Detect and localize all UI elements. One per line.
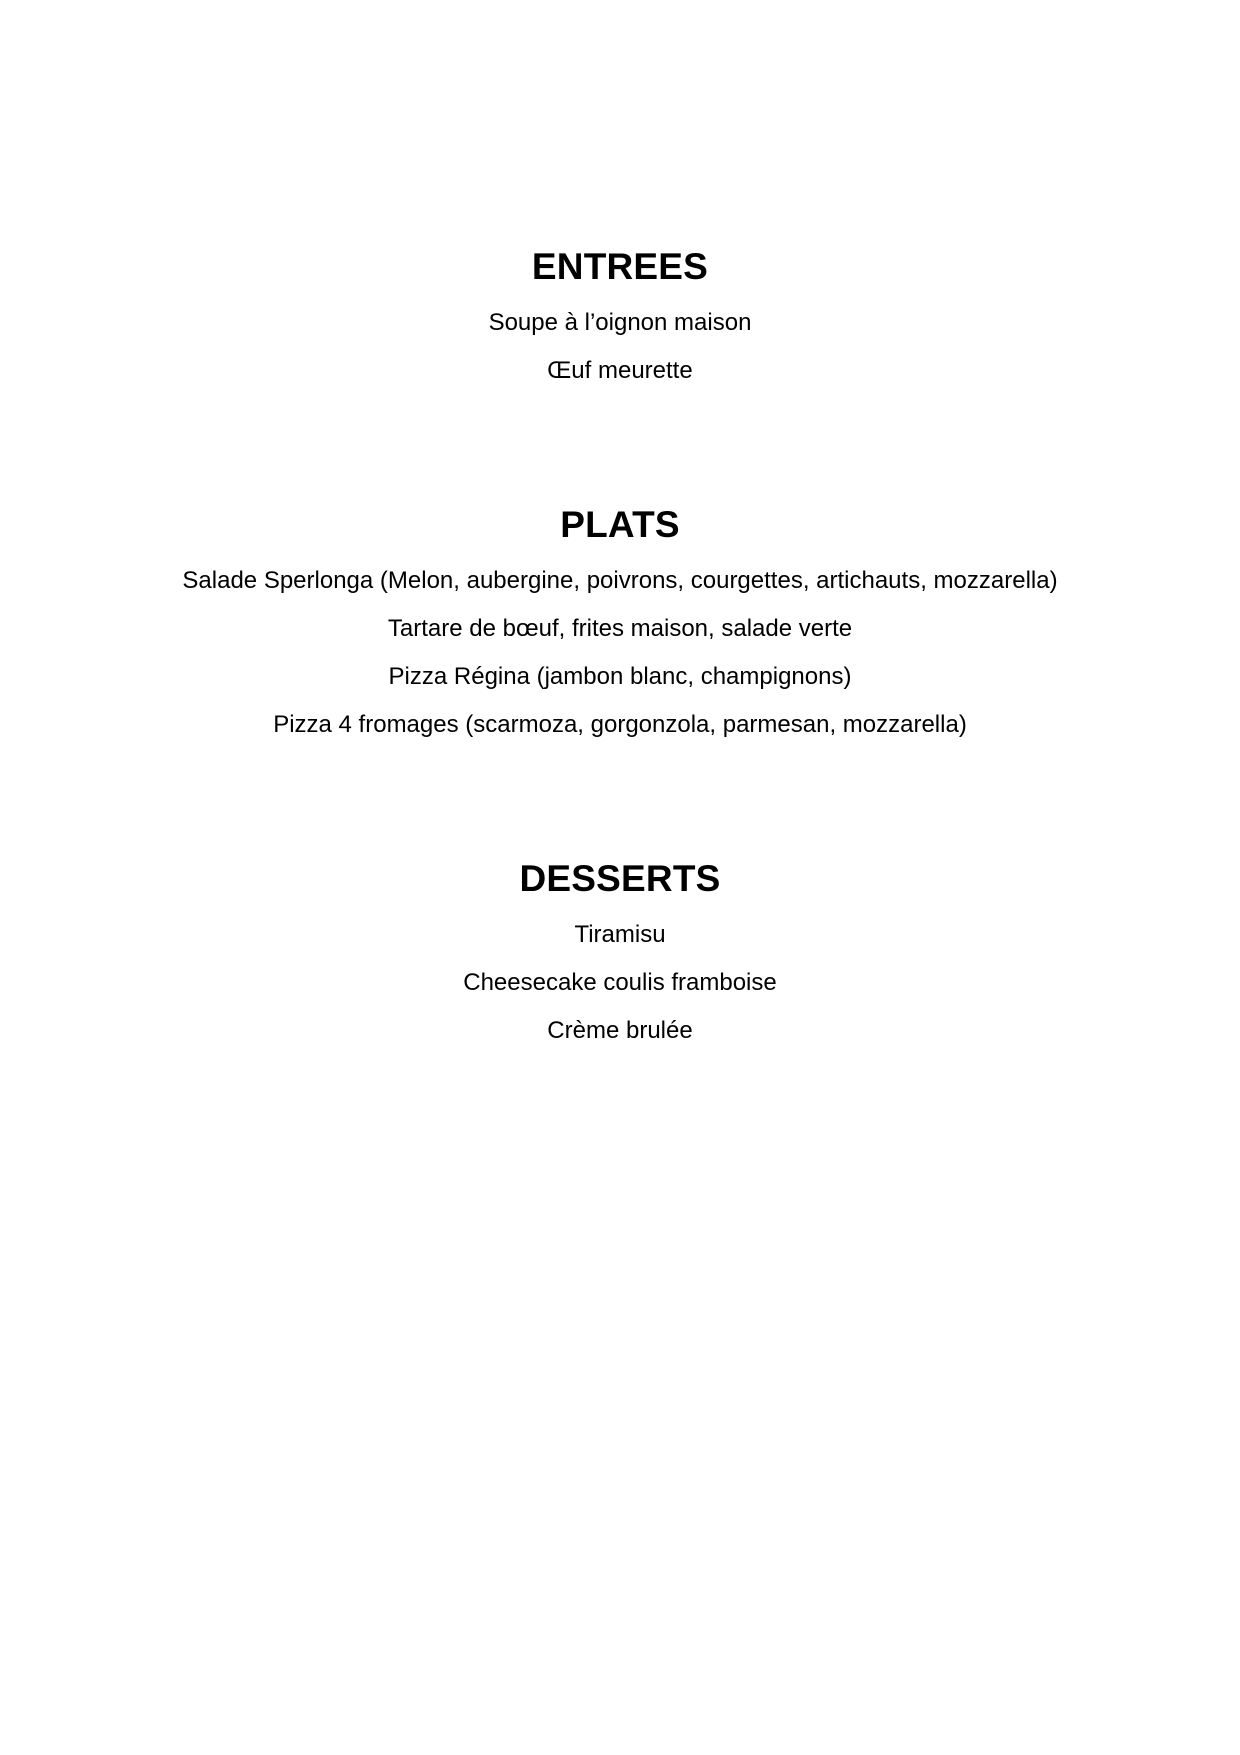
section-title-entrees: ENTREES	[531, 246, 709, 287]
menu-item: Crème brulée	[547, 1017, 693, 1044]
menu-item: Pizza Régina (jambon blanc, champignons)	[388, 663, 852, 690]
section-desserts	[0, 857, 1240, 1055]
menu-item: Tartare de bœuf, frites maison, salade verte	[387, 615, 853, 642]
menu-item: Salade Sperlonga (Melon, aubergine, poivrons, courgettes, artichauts, mozzarella)	[182, 567, 1058, 594]
section-plats	[0, 503, 1240, 749]
section-title-plats: PLATS	[560, 504, 680, 545]
section-title-desserts: DESSERTS	[519, 858, 721, 899]
menu-item: Tiramisu	[574, 921, 666, 948]
section-entrees	[0, 245, 1240, 395]
menu-item: Œuf meurette	[547, 357, 693, 384]
menu-item: Cheesecake coulis framboise	[463, 969, 777, 996]
menu-item: Pizza 4 fromages (scarmoza, gorgonzola, parmesan, mozzarella)	[273, 711, 967, 738]
menu-item: Soupe à l’oignon maison	[488, 309, 752, 336]
